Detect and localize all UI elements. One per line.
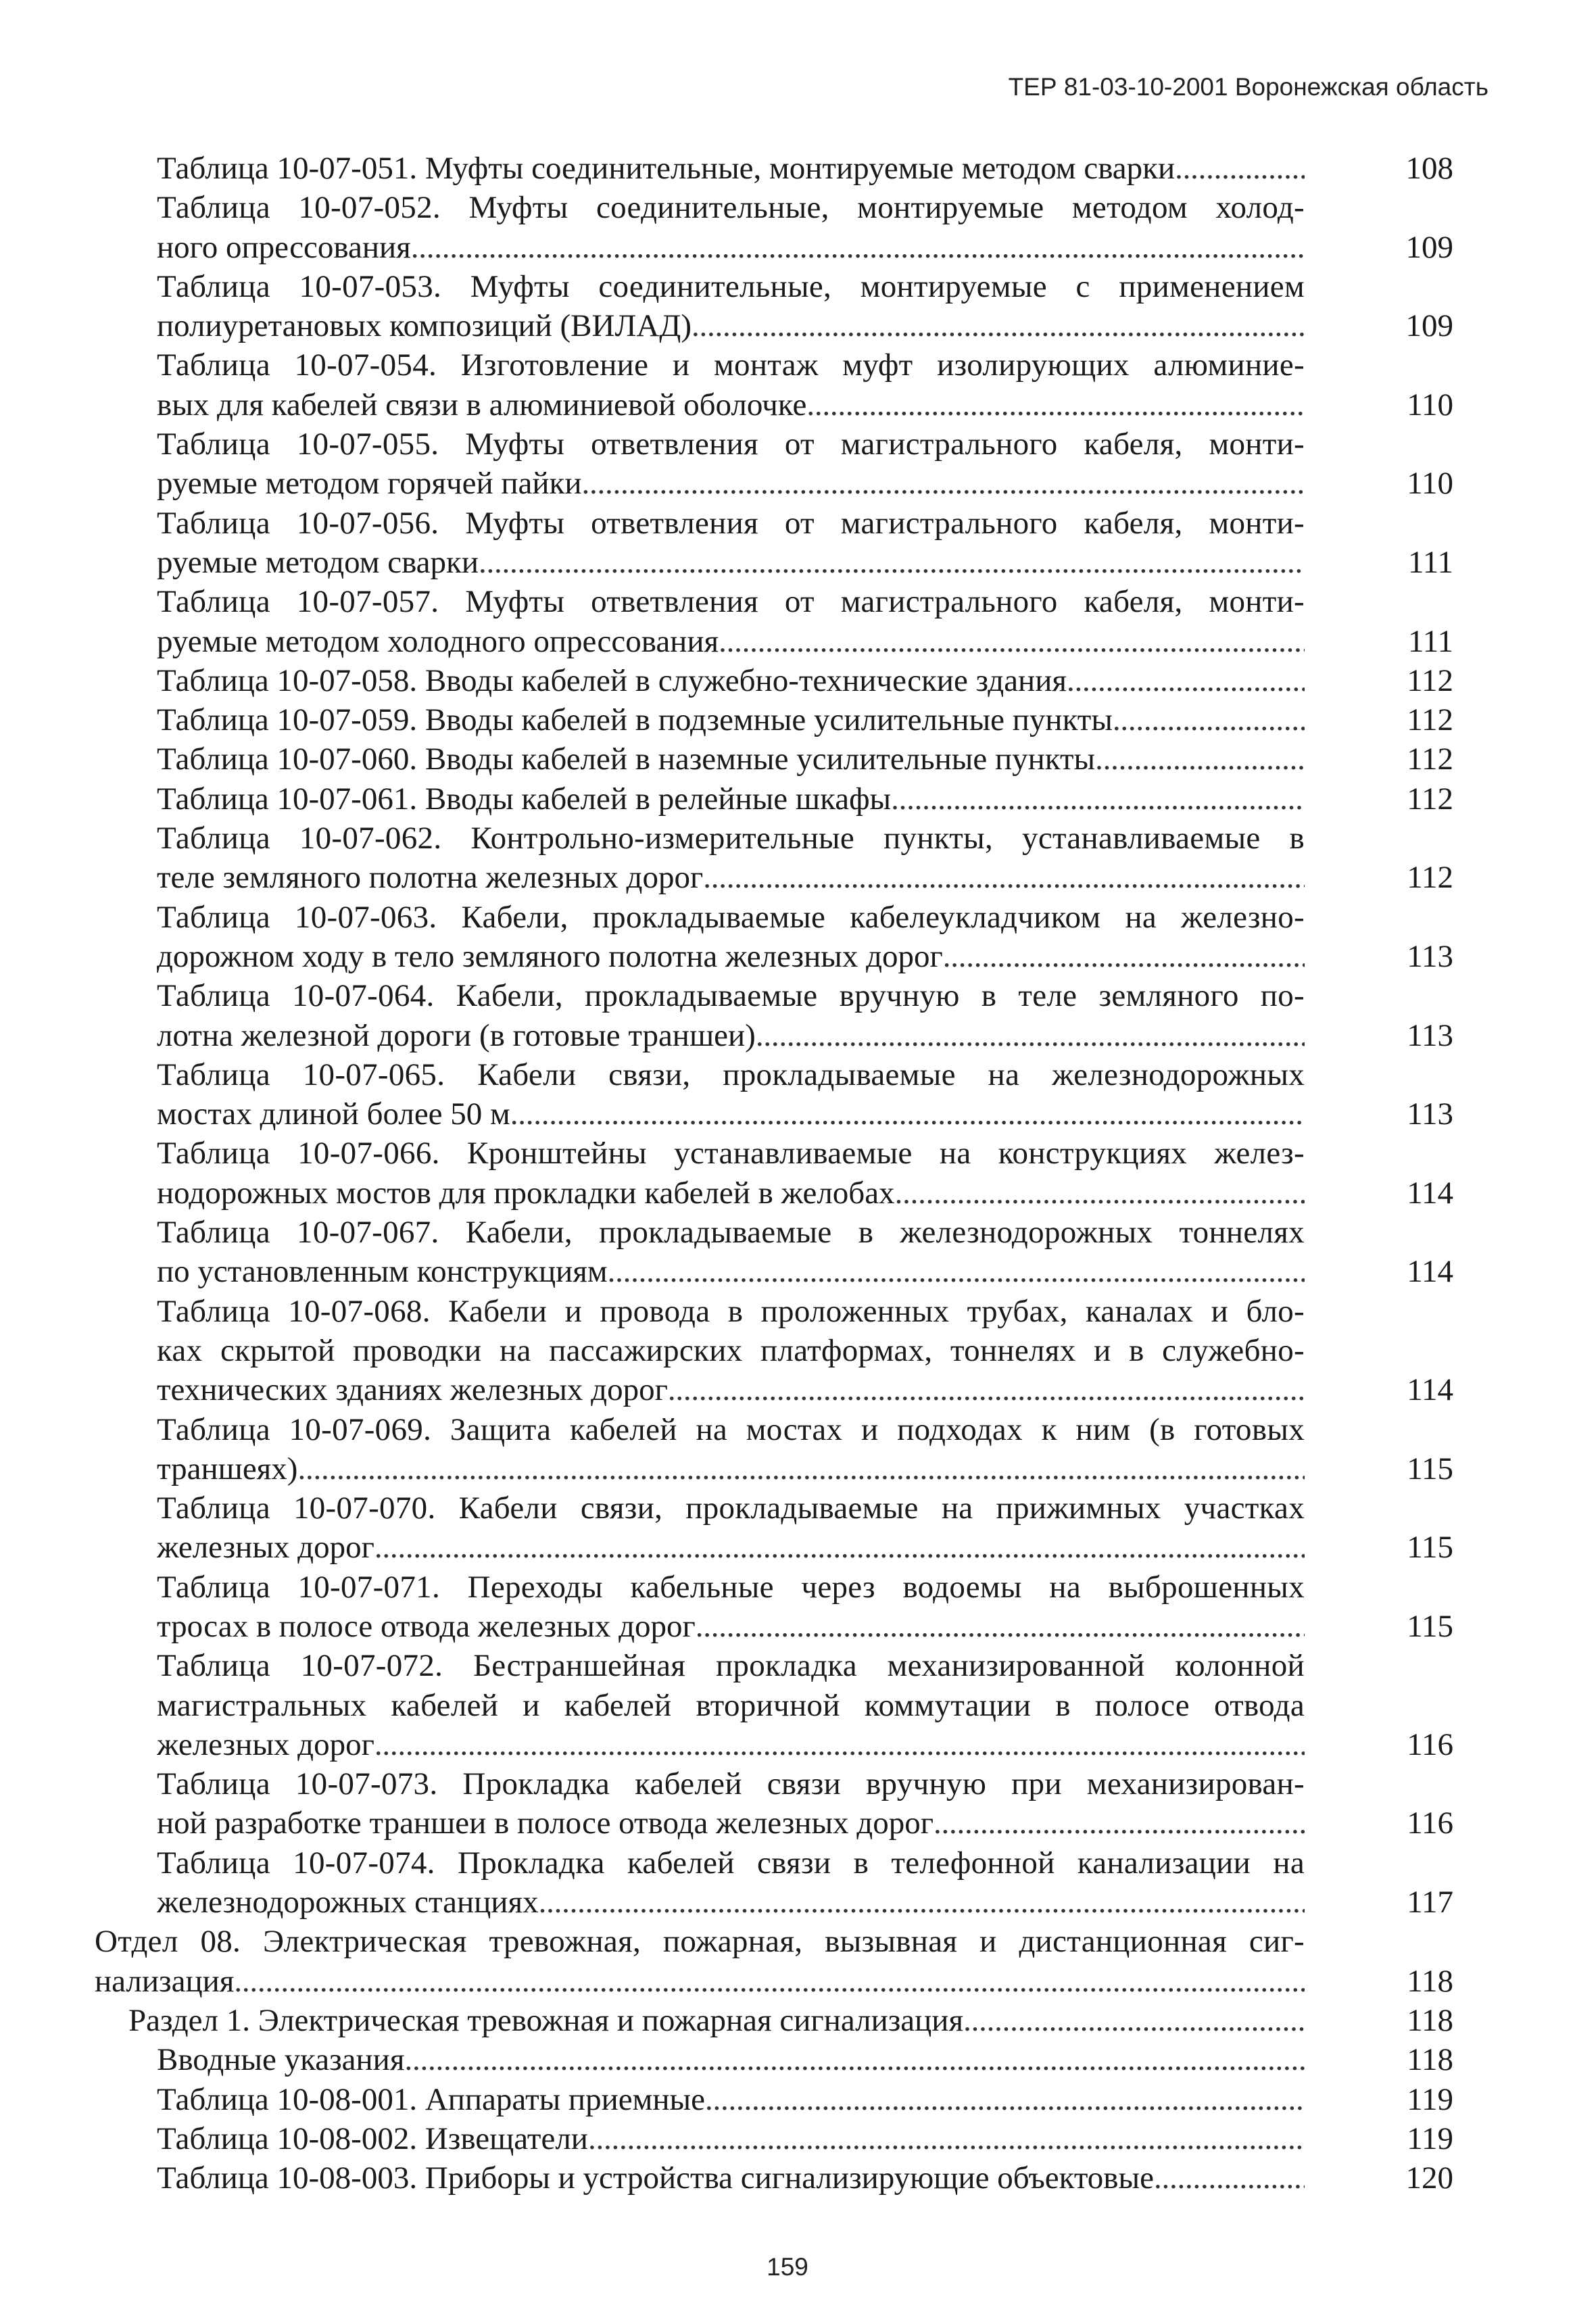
toc-entry-text: ках скрытой проводки на пассажирских платформах, тоннелях и в служебно- (157, 1332, 1305, 1368)
toc-page-number: 112 (1407, 662, 1453, 698)
toc-entry-last-line (157, 622, 1305, 661)
toc-entry-last-line (157, 1528, 1305, 1567)
toc-entry-last-line (157, 2158, 1305, 2198)
toc-entry (95, 149, 1453, 188)
toc-entry (95, 267, 1453, 346)
dot-leader (891, 779, 1305, 819)
toc-entry-last-line (157, 1883, 1305, 1922)
toc-entry (95, 2001, 1453, 2040)
toc-page-number: 117 (1407, 1885, 1453, 1920)
toc-entry (95, 1843, 1453, 1922)
toc-entry-last-line (157, 385, 1305, 425)
toc-entry (95, 898, 1453, 977)
toc-page-number: 113 (1407, 1017, 1453, 1053)
toc-page-number: 114 (1407, 1254, 1453, 1290)
dot-leader (539, 1883, 1305, 1922)
page-number: 159 (767, 2253, 808, 2281)
toc-entry-text: Таблица 10-07-068. Кабели и провода в проложенных трубах, каналах и бло- (157, 1293, 1305, 1329)
toc-page-number: 110 (1407, 387, 1453, 422)
toc-entry (95, 1055, 1453, 1134)
toc-entry-text: Таблица 10-07-051. Муфты соединительные, монтируемые методом сварки (157, 151, 1176, 186)
toc-entry-text: мостах длиной более 50 м (157, 1096, 510, 1132)
toc-entry-text: железных дорог (157, 1726, 374, 1762)
dot-leader (963, 2001, 1305, 2040)
toc-entry (95, 1646, 1453, 1764)
toc-entry-text: Таблица 10-07-061. Вводы кабелей в релейные шкафы (157, 781, 892, 817)
toc-page-number: 110 (1407, 466, 1453, 502)
dot-leader (696, 1607, 1305, 1646)
toc-page-number: 108 (1405, 151, 1453, 186)
dot-leader (1095, 740, 1305, 779)
toc-page-number: 116 (1407, 1726, 1453, 1762)
toc-entry-text: дорожном ходу в тело земляного полотна железных дорог (157, 938, 943, 974)
dot-leader (895, 1173, 1305, 1213)
dot-leader (582, 464, 1305, 503)
toc-page-number: 109 (1405, 308, 1453, 344)
toc-entry-text: Таблица 10-07-058. Вводы кабелей в служебно-технические здания (157, 662, 1067, 698)
toc-entry-last-line (157, 700, 1305, 740)
toc-entry (95, 1213, 1453, 1292)
toc-entry (95, 661, 1453, 700)
toc-page-number: 119 (1407, 2121, 1453, 2156)
toc-entry (95, 345, 1453, 425)
toc-entry-last-line (157, 661, 1305, 700)
toc-entry-text: Таблица 10-07-074. Прокладка кабелей связи в телефонной канализации на (157, 1845, 1305, 1881)
dot-leader (374, 1725, 1305, 1764)
toc-entry (95, 2080, 1453, 2119)
toc-entry-last-line (157, 1252, 1305, 1291)
toc-entry-last-line (157, 228, 1305, 267)
dot-leader (1067, 661, 1305, 700)
dot-leader (1175, 149, 1305, 188)
toc-entry-text: ного опрессования (157, 229, 411, 265)
toc-entry-text: ной разработке траншеи в полосе отвода железных дорог (157, 1806, 934, 1841)
toc-entry-text: Таблица 10-08-002. Извещатели (157, 2121, 588, 2156)
toc-entry (95, 2040, 1453, 2079)
dot-leader (806, 385, 1305, 425)
toc-entry-text: вых для кабелей связи в алюминиевой оболочке (157, 387, 807, 422)
toc-entry (95, 1764, 1453, 1843)
toc-entry-text: Таблица 10-07-065. Кабели связи, прокладываемые на железнодорожных (157, 1057, 1305, 1092)
dot-leader (588, 2119, 1305, 2158)
toc-entry (95, 582, 1453, 661)
toc-entry-text: Таблица 10-07-057. Муфты ответвления от магистрального кабеля, монти- (157, 584, 1305, 620)
toc-entry-last-line (157, 543, 1305, 582)
dot-leader (1154, 2158, 1305, 2198)
toc-entry-last-line (157, 1094, 1305, 1134)
toc-entry (95, 1922, 1453, 2001)
toc-page-number: 112 (1407, 781, 1453, 817)
toc-page-number: 113 (1407, 938, 1453, 974)
dot-leader (934, 1803, 1305, 1843)
toc-entry (95, 1292, 1453, 1410)
toc-entry-last-line (157, 1016, 1305, 1055)
toc-entry (95, 976, 1453, 1055)
toc-entry-last-line (157, 779, 1305, 819)
toc-entry-text: Раздел 1. Электрическая тревожная и пожарная сигнализация (128, 2002, 964, 2038)
toc-entry (95, 700, 1453, 740)
toc-entry-text: технических зданиях железных дорог (157, 1372, 668, 1408)
toc-entry-text: нализация (95, 1963, 235, 1999)
table-of-contents (95, 149, 1453, 2198)
toc-entry-last-line (128, 2001, 1305, 2040)
toc-entry-text: Вводные указания (157, 2042, 405, 2078)
toc-entry-last-line (157, 937, 1305, 976)
toc-entry-text: Таблица 10-08-003. Приборы и устройства сигнализирующие объектовые (157, 2160, 1154, 2196)
dot-leader (297, 1449, 1305, 1488)
toc-entry-text: по установленным конструкциям (157, 1254, 608, 1290)
toc-entry-last-line (157, 740, 1305, 779)
dot-leader (719, 622, 1305, 661)
toc-entry (95, 425, 1453, 504)
dot-leader (943, 937, 1305, 976)
toc-entry (95, 1488, 1453, 1568)
toc-entry-last-line (157, 1370, 1305, 1409)
toc-entry-last-line (157, 1607, 1305, 1646)
toc-entry-text: Таблица 10-07-071. Переходы кабельные через водоемы на выброшенных (157, 1569, 1305, 1605)
toc-entry-text: Таблица 10-07-059. Вводы кабелей в подземные усилительные пункты (157, 702, 1113, 738)
dot-leader (705, 2080, 1305, 2119)
toc-entry-last-line (157, 149, 1305, 188)
toc-entry-text: руемые методом холодного опрессования (157, 623, 719, 659)
toc-entry-last-line (157, 2119, 1305, 2158)
toc-entry-text: Таблица 10-07-054. Изготовление и монтаж муфт изолирующих алюминие- (157, 347, 1305, 383)
dot-leader (692, 306, 1305, 345)
toc-entry-text: Таблица 10-08-001. Аппараты приемные (157, 2081, 705, 2117)
toc-entry-text: тросах в полосе отвода железных дорог (157, 1608, 696, 1644)
dot-leader (510, 1094, 1305, 1134)
toc-entry-text: полиуретановых композиций (ВИЛАД) (157, 308, 692, 344)
toc-entry-text: Таблица 10-07-052. Муфты соединительные, монтируемые методом холод- (157, 190, 1305, 226)
toc-page-number: 116 (1407, 1806, 1453, 1841)
toc-entry-text: железных дорог (157, 1530, 374, 1566)
toc-page-number: 118 (1407, 1963, 1453, 1999)
toc-entry-text: нодорожных мостов для прокладки кабелей в желобах (157, 1175, 895, 1211)
running-header: ТЕР 81-03-10-2001 Воронежская область (1008, 73, 1488, 101)
toc-entry-text: руемые методом сварки (157, 544, 479, 580)
toc-entry-text: Таблица 10-07-069. Защита кабелей на мостах и подходах к ним (в готовых (157, 1411, 1305, 1447)
toc-entry-text: траншеях) (157, 1451, 298, 1486)
dot-leader (703, 858, 1305, 897)
toc-entry-last-line (157, 1173, 1305, 1213)
toc-entry-last-line (157, 306, 1305, 345)
toc-entry-last-line (157, 1803, 1305, 1843)
toc-entry-text: Таблица 10-07-073. Прокладка кабелей связи вручную при механизирован- (157, 1766, 1305, 1802)
toc-entry-text: Таблица 10-07-066. Кронштейны устанавливаемые на конструкциях желез- (157, 1136, 1305, 1171)
toc-page-number: 120 (1405, 2160, 1453, 2196)
toc-entry-text: лотна железной дороги (в готовые траншеи) (157, 1017, 756, 1053)
toc-entry-text: Таблица 10-07-060. Вводы кабелей в наземные усилительные пункты (157, 742, 1096, 777)
dot-leader (756, 1016, 1305, 1055)
toc-entry (95, 504, 1453, 583)
toc-page-number: 112 (1407, 702, 1453, 738)
toc-entry (95, 740, 1453, 779)
toc-entry-text: магистральных кабелей и кабелей вторичной коммутации в полосе отвода (157, 1687, 1305, 1723)
toc-entry (95, 2158, 1453, 2198)
toc-entry-text: Таблица 10-07-070. Кабели связи, прокладываемые на прижимных участках (157, 1491, 1305, 1526)
toc-page-number: 114 (1407, 1372, 1453, 1408)
toc-entry (95, 1568, 1453, 1647)
toc-page-number: 112 (1407, 742, 1453, 777)
toc-entry-text: Таблица 10-07-055. Муфты ответвления от магистрального кабеля, монти- (157, 427, 1305, 462)
toc-entry-last-line (157, 858, 1305, 897)
toc-page-number: 112 (1407, 860, 1453, 896)
toc-entry-last-line (157, 2040, 1305, 2079)
toc-page-number: 118 (1407, 2042, 1453, 2078)
toc-entry (95, 1134, 1453, 1213)
toc-entry-text: железнодорожных станциях (157, 1885, 539, 1920)
dot-leader (234, 1962, 1305, 2001)
toc-entry-text: руемые методом горячей пайки (157, 466, 582, 502)
toc-entry-text: Отдел 08. Электрическая тревожная, пожарная, вызывная и дистанционная сиг- (95, 1924, 1305, 1960)
toc-entry-text: Таблица 10-07-053. Муфты соединительные, монтируемые с применением (157, 268, 1305, 304)
toc-entry-last-line (157, 1449, 1305, 1488)
toc-entry-last-line (95, 1962, 1305, 2001)
dot-leader (608, 1252, 1305, 1291)
toc-page-number: 111 (1407, 544, 1453, 580)
toc-entry (95, 1410, 1453, 1489)
toc-page-number: 118 (1407, 2002, 1453, 2038)
dot-leader (668, 1370, 1305, 1409)
toc-page-number: 119 (1407, 2081, 1453, 2117)
toc-page-number: 115 (1407, 1530, 1453, 1566)
toc-entry-text: Таблица 10-07-072. Бестраншейная прокладка механизированной колонной (157, 1648, 1305, 1684)
dot-leader (411, 228, 1305, 267)
dot-leader (404, 2040, 1305, 2079)
toc-entry (95, 2119, 1453, 2158)
toc-page-number: 115 (1407, 1608, 1453, 1644)
toc-entry-last-line (157, 464, 1305, 503)
toc-entry-text: Таблица 10-07-062. Контрольно-измерительные пункты, устанавливаемые в (157, 821, 1305, 856)
toc-entry-text: Таблица 10-07-056. Муфты ответвления от магистрального кабеля, монти- (157, 505, 1305, 541)
toc-page-number: 111 (1407, 623, 1453, 659)
toc-entry (95, 819, 1453, 898)
toc-page-number: 113 (1407, 1096, 1453, 1132)
toc-entry (95, 779, 1453, 819)
toc-entry-text: теле земляного полотна железных дорог (157, 860, 704, 896)
toc-entry-text: Таблица 10-07-067. Кабели, прокладываемые в железнодорожных тоннелях (157, 1215, 1305, 1251)
toc-page-number: 115 (1407, 1451, 1453, 1486)
dot-leader (374, 1528, 1305, 1567)
toc-entry-last-line (157, 1725, 1305, 1764)
toc-entry-text: Таблица 10-07-064. Кабели, прокладываемые вручную в теле земляного по- (157, 978, 1305, 1014)
toc-entry (95, 188, 1453, 267)
toc-page-number: 109 (1405, 229, 1453, 265)
toc-page-number: 114 (1407, 1175, 1453, 1211)
toc-entry-text: Таблица 10-07-063. Кабели, прокладываемые кабелеукладчиком на железно- (157, 899, 1305, 935)
toc-entry-last-line (157, 2080, 1305, 2119)
dot-leader (479, 543, 1305, 582)
dot-leader (1113, 700, 1305, 740)
